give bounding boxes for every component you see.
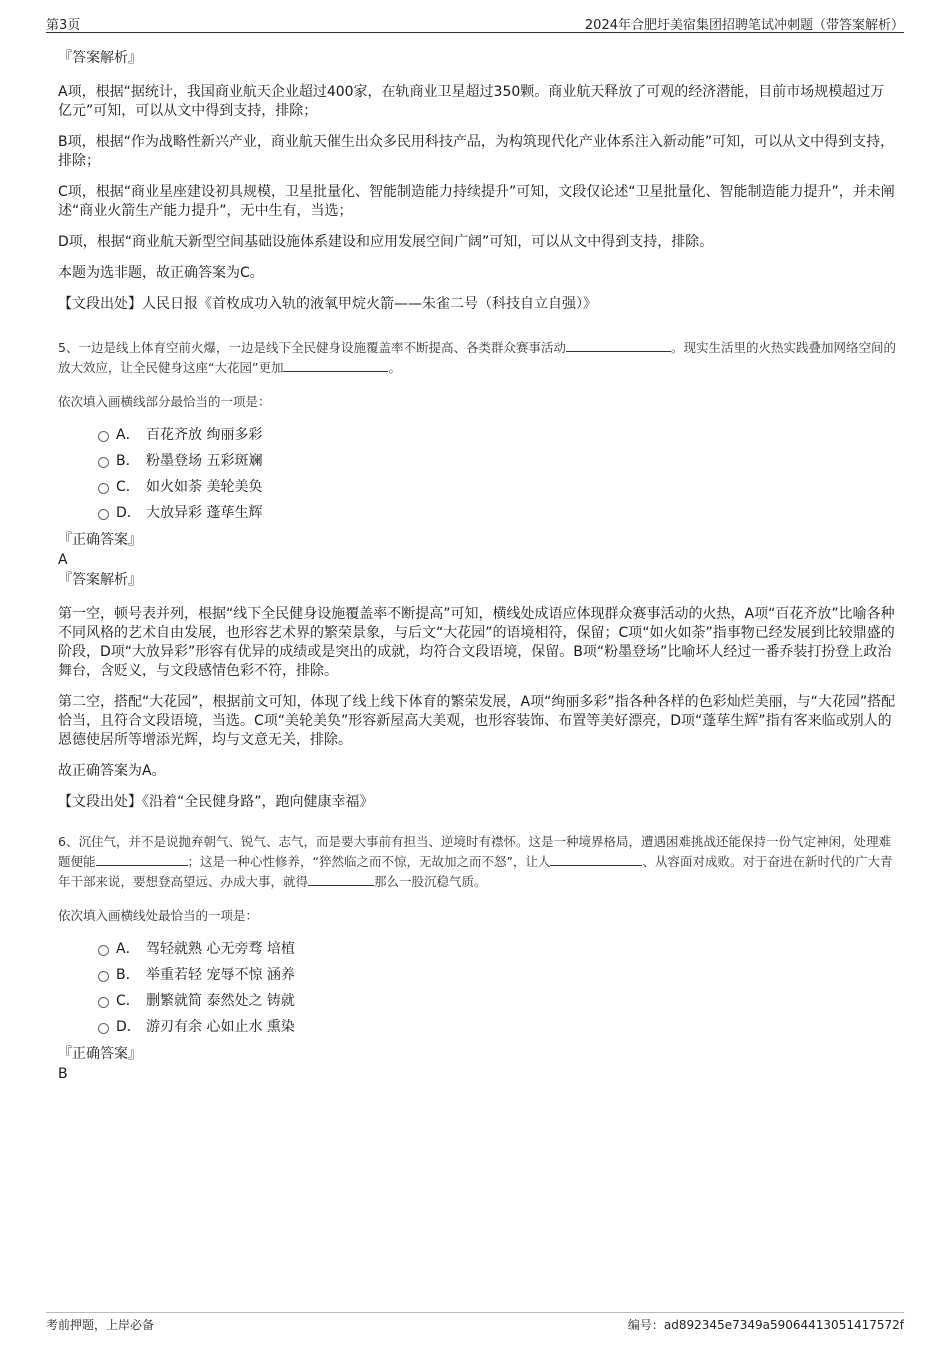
page-content <box>58 48 898 1084</box>
q5-options <box>58 422 898 526</box>
q5-analysis-label: 『答案解析』 <box>58 572 142 588</box>
footer-slogan: 考前押题，上岸必备 <box>46 1318 155 1332</box>
q6-blank-2 <box>550 853 642 866</box>
q5-stem-part-1: 5、一边是线上体育空前火爆，一边是线下全民健身设施覆盖率不断提高、各类群众赛事活动 <box>58 340 566 355</box>
option-letter: B． <box>116 967 140 983</box>
q5-answer-label: 『正确答案』 <box>58 532 142 548</box>
q6-blank-3 <box>308 873 374 886</box>
q6-options <box>58 936 898 1040</box>
option-text: 举重若轻 宠辱不惊 涵养 <box>146 967 295 983</box>
q6-stem-part-3: 、从容面对成败。对于奋进在新时代的广大青年干部来说，要想登高望远、办成大事，就得 <box>58 854 893 889</box>
radio-icon[interactable] <box>98 945 109 956</box>
page-footer <box>46 1312 904 1339</box>
radio-icon[interactable] <box>98 509 109 520</box>
option-text: 如火如荼 美轮美奂 <box>146 479 263 495</box>
q5-analysis-p2: 第二空，搭配“大花园”，根据前文可知，体现了线上线下体育的繁荣发展，A项“绚丽多彩”指各种各样的色彩灿烂美丽，与“大花园”搭配恰当，且符合文段语境，当选。C项“美轮美奂”形容新屋高大美观，也形容装饰、布置等美好漂亮，D项“蓬荜生辉”指有客来临或别人的恩德使居所等增添光辉，均与文意无关，排除。 <box>58 694 896 748</box>
q4-analysis-label: 『答案解析』 <box>58 50 142 66</box>
radio-icon[interactable] <box>98 457 109 468</box>
q5-option-d[interactable] <box>58 500 898 526</box>
radio-icon[interactable] <box>98 483 109 494</box>
q6-blank-1 <box>96 853 188 866</box>
radio-icon[interactable] <box>98 1023 109 1034</box>
q6-stem-part-1: 6、沉住气，并不是说抛弃朝气、锐气、志气，而是要大事前有担当、逆境时有襟怀。这是一种境界格局，遭遇困难挑战还能保持一份气定神闲，处理难题便能 <box>58 834 891 869</box>
q6-instruction: 依次填入画横线处最恰当的一项是： <box>58 908 259 923</box>
q6-stem <box>58 832 898 892</box>
document-title: 2024年合肥圩美宿集团招聘笔试冲刺题（带答案解析） <box>584 18 904 33</box>
q4-conclusion: 本题为选非题，故正确答案为C。 <box>58 265 264 281</box>
option-text: 驾轻就熟 心无旁骛 培植 <box>146 941 295 957</box>
q4-analysis-b: B项，根据“作为战略性新兴产业，商业航天催生出众多民用科技产品，为构筑现代化产业体系注入新动能”可知，可以从文中得到支持，排除； <box>58 134 895 169</box>
radio-icon[interactable] <box>98 997 109 1008</box>
q5-analysis-p1: 第一空，顿号表并列，根据“线下全民健身设施覆盖率不断提高”可知，横线处成语应体现群众赛事活动的火热，A项“百花齐放”比喻各种不同风格的艺术自由发展，也形容艺术界的繁荣景象，与后文“大花园”的语境相符，保留；C项“如火如荼”指事物已经发展到比较鼎盛的阶段，D项“大放异彩”形容有优异的成绩或是突出的成就，均符合文段语境，保留。B项“粉墨登场”比喻坏人经过一番乔装打扮登上政治舞台，含贬义，与文段感情色彩不符，排除。 <box>58 606 895 679</box>
radio-icon[interactable] <box>98 971 109 982</box>
q6-answer: B <box>58 1066 68 1082</box>
q6-answer-label: 『正确答案』 <box>58 1046 142 1062</box>
q4-analysis-d: D项，根据“商业航天新型空间基础设施体系建设和应用发展空间广阔”可知，可以从文中得到支持，排除。 <box>58 234 714 250</box>
q5-conclusion: 故正确答案为A。 <box>58 763 166 779</box>
option-letter: C． <box>116 993 140 1009</box>
option-text: 大放异彩 蓬荜生辉 <box>146 505 263 521</box>
q6-stem-part-4: 那么一股沉稳气质。 <box>374 874 487 889</box>
q6-stem-part-2: ；这是一种心性修养，“猝然临之而不惊，无故加之而不怒”，让人 <box>187 854 551 869</box>
q5-answer: A <box>58 552 68 568</box>
q6-option-d[interactable] <box>58 1014 898 1040</box>
q4-analysis-c: C项，根据“商业星座建设初具规模，卫星批量化、智能制造能力持续提升”可知，文段仅论述“卫星批量化、智能制造能力提升”，并未阐述“商业火箭生产能力提升”，无中生有，当选； <box>58 184 895 219</box>
q5-instruction: 依次填入画横线部分最恰当的一项是： <box>58 394 271 409</box>
q5-option-c[interactable] <box>58 474 898 500</box>
option-text: 粉墨登场 五彩斑斓 <box>146 453 263 469</box>
document-id: 编号：ad892345e7349a59064413051417572f <box>627 1318 904 1332</box>
option-letter: C． <box>116 479 140 495</box>
q5-stem-part-3: 。 <box>388 360 401 375</box>
option-letter: D． <box>116 1019 141 1035</box>
q5-stem-part-2: 。现实生活里的火热实践叠加网络空间的放大效应，让全民健身这座“大花园”更加 <box>58 340 896 375</box>
option-text: 游刃有余 心如止水 熏染 <box>146 1019 295 1035</box>
q4-analysis-a: A项，根据“据统计，我国商业航天企业超过400家，在轨商业卫星超过350颗。商业航天释放了可观的经济潜能，目前市场规模超过万亿元”可知，可以从文中得到支持，排除； <box>58 84 885 119</box>
page-header <box>46 14 904 33</box>
q5-option-b[interactable] <box>58 448 898 474</box>
option-letter: A． <box>116 427 140 443</box>
q5-source: 【文段出处】《沿着“全民健身路”，跑向健康幸福》 <box>58 794 374 810</box>
page-number: 第3页 <box>46 18 81 33</box>
q5-option-a[interactable] <box>58 422 898 448</box>
q6-option-a[interactable] <box>58 936 898 962</box>
option-letter: D． <box>116 505 141 521</box>
option-text: 百花齐放 绚丽多彩 <box>146 427 263 443</box>
q6-option-b[interactable] <box>58 962 898 988</box>
option-text: 删繁就简 泰然处之 铸就 <box>146 993 295 1009</box>
radio-icon[interactable] <box>98 431 109 442</box>
option-letter: A． <box>116 941 140 957</box>
option-letter: B． <box>116 453 140 469</box>
q5-stem <box>58 338 898 378</box>
q5-blank-2 <box>283 359 388 372</box>
q4-source: 【文段出处】人民日报《首枚成功入轨的液氧甲烷火箭——朱雀二号（科技自立自强）》 <box>58 296 597 312</box>
q5-blank-1 <box>566 339 671 352</box>
q6-option-c[interactable] <box>58 988 898 1014</box>
